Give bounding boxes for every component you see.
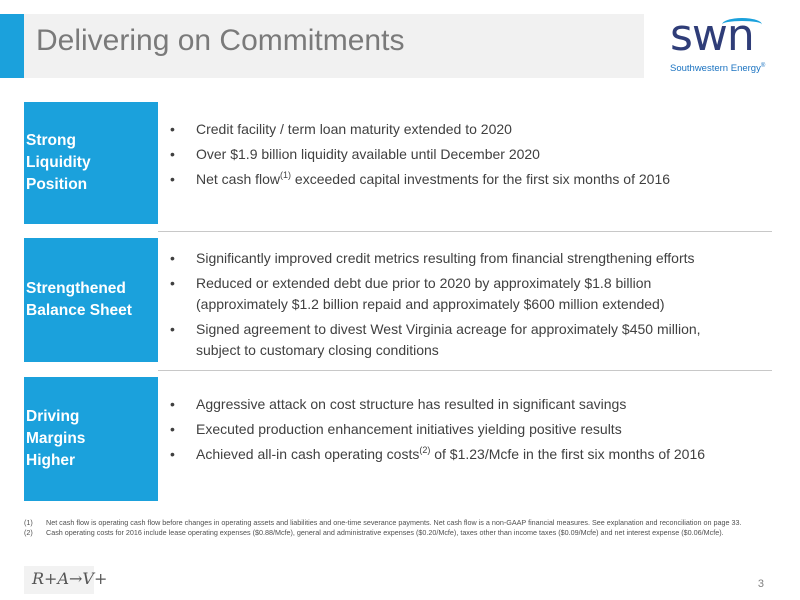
bullet-icon: • (170, 121, 175, 137)
footnote: (1) Net cash flow is operating cash flow before changes in operating assets and liabilities and one-time severance payments. Net cash flow is a non-GAAP financial measures. See explanation and reconciliation on page 33. (24, 518, 742, 527)
list-item: • Achieved all-in cash operating costs$^{(2)}$ of $1.23/Mcfe in the first six months of 2016 (170, 444, 770, 465)
bullet-icon: • (170, 146, 175, 162)
list-item: • Over $1.9 billion liquidity available until December 2020 (170, 144, 770, 165)
section-divider (158, 370, 772, 371)
section-label (24, 102, 158, 224)
logo-tagline: Southwestern Energy® (670, 63, 766, 74)
logo-wordmark: swn (670, 10, 754, 61)
bullet-icon: • (170, 396, 175, 412)
list-item: • Net cash flow$^{(1)}$ exceeded capital investments for the first six months of 2016 (170, 169, 770, 190)
bullet-list (170, 248, 770, 365)
footnotes (24, 518, 764, 538)
page-number: 3 (757, 578, 764, 590)
section-label-line: Driving (26, 408, 80, 425)
section-label-line: Strengthened (26, 280, 126, 297)
page-title: Delivering on Commitments (36, 24, 405, 57)
company-logo (662, 10, 782, 80)
bottom-logo: R+A→V+ (24, 566, 94, 594)
bullet-icon: • (170, 250, 175, 266)
list-item: • Reduced or extended debt due prior to 2020 by approximately $1.8 billion (approximately $1.2 billion repaid and approximately $600 million extended) (170, 275, 665, 312)
section-label-line: Strong (26, 132, 76, 149)
section-label (24, 377, 158, 501)
list-item: • Significantly improved credit metrics resulting from financial strengthening efforts (170, 248, 770, 269)
bullet-icon: • (170, 171, 175, 187)
section-label (24, 238, 158, 362)
bullet-icon: • (170, 275, 175, 291)
bullet-icon: • (170, 321, 175, 337)
list-item: • Signed agreement to divest West Virginia acreage for approximately $450 million, subject to customary closing conditions (170, 321, 701, 358)
bullet-list (170, 119, 770, 194)
bullet-icon: • (170, 421, 175, 437)
title-accent-bar (0, 14, 24, 78)
list-item: • Executed production enhancement initiatives yielding positive results (170, 419, 770, 440)
bullet-list (170, 394, 770, 469)
section-divider (158, 231, 772, 232)
footnote: (2) Cash operating costs for 2016 include lease operating expenses ($0.88/Mcfe), general and administrative expenses ($0.20/Mcfe), taxes other than income taxes ($0.09/Mcfe) and net interest expense ($0.06/Mcfe). (24, 528, 724, 537)
section-label-line: Position (26, 176, 88, 193)
section-label-line: Margins (26, 430, 86, 447)
section-label-line: Higher (26, 452, 76, 469)
section-label-line: Liquidity (26, 154, 91, 171)
section-label-line: Balance Sheet (26, 302, 132, 319)
list-item: • Aggressive attack on cost structure has resulted in significant savings (170, 394, 770, 415)
list-item: • Credit facility / term loan maturity extended to 2020 (170, 119, 770, 140)
bullet-icon: • (170, 446, 175, 462)
